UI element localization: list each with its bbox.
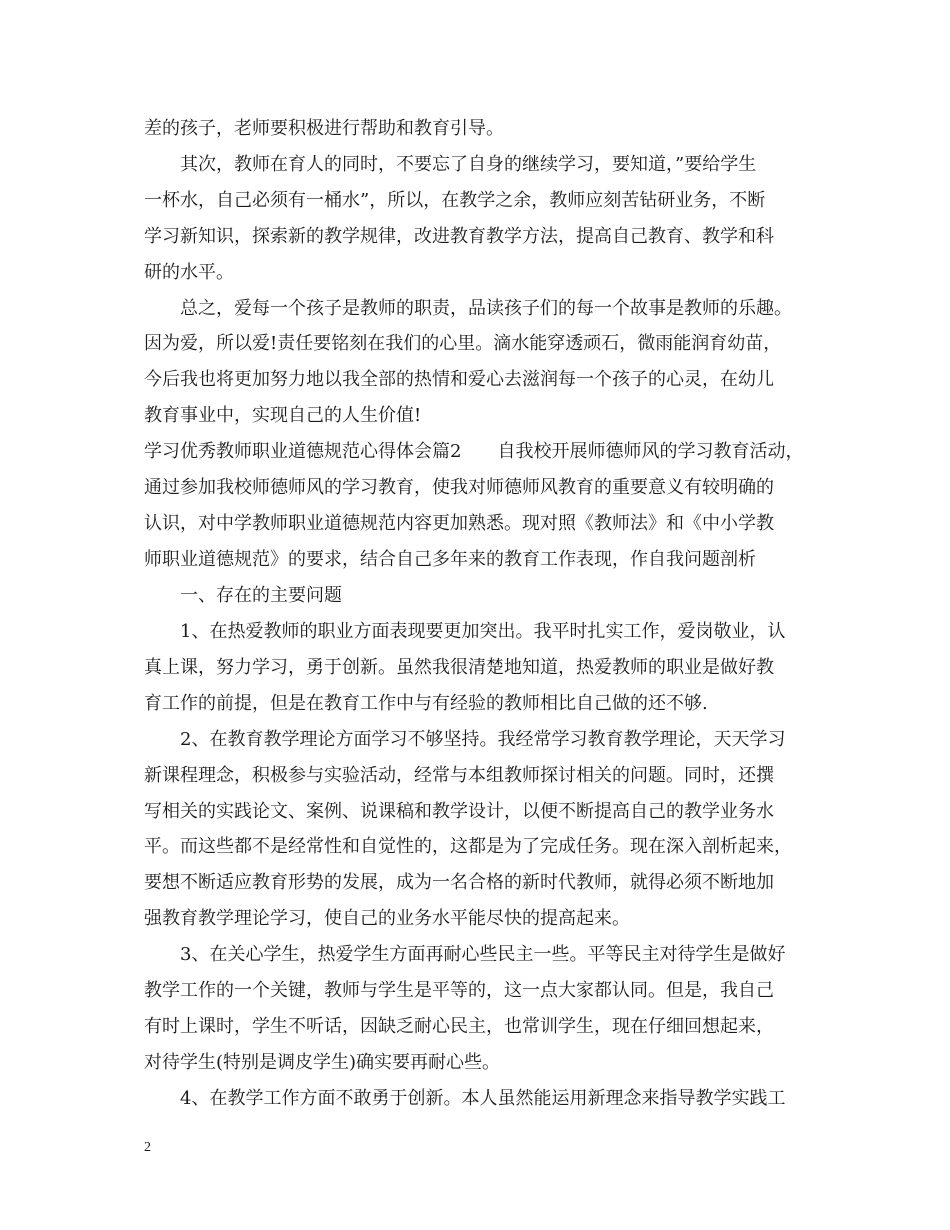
- text-line-16: 真上课，努力学习，勇于创新。虽然我很清楚地知道，热爱教师的职业是做好教: [144, 657, 774, 678]
- text-line-8: 今后我也将更加努力地以我全部的热情和爱心去滋润每一个孩子的心灵，在幼儿: [144, 369, 774, 390]
- text-line-22: 要想不断适应教育形势的发展，成为一名合格的新时代教师，就得必须不断地加: [144, 872, 774, 893]
- text-line-7: 因为爱，所以爱!责任要铭刻在我们的心里。滴水能穿透顽石，微雨能润育幼苗，: [144, 333, 782, 354]
- text-line-23: 强教育教学理论学习，使自己的业务水平能尽快的提高起来。: [144, 908, 630, 929]
- text-line-17: 育工作的前提，但是在教育工作中与有经验的教师相比自己做的还不够.: [144, 693, 708, 714]
- text-line-28: 4、在教学工作方面不敢勇于创新。本人虽然能运用新理念来指导教学实践工: [180, 1088, 786, 1109]
- text-line-6: 总之，爱每一个孩子是教师的职责，品读孩子们的每一个故事是教师的乐趣。: [180, 298, 792, 319]
- text-line-9: 教育事业中，实现自己的人生价值!: [144, 405, 422, 426]
- text-line-12: 认识，对中学教师职业道德规范内容更加熟悉。现对照《教师法》和《中小学教: [144, 513, 774, 534]
- text-line-27: 对待学生(特别是调皮学生)确实要再耐心些。: [144, 1052, 501, 1073]
- text-line-13: 师职业道德规范》的要求，结合自己多年来的教育工作表现，作自我问题剖析: [144, 549, 756, 570]
- text-line-2: 其次，教师在育人的同时，不要忘了自身的继续学习，要知道，”要给学生: [180, 154, 757, 175]
- text-line-20: 写相关的实践论文、案例、说课稿和教学设计，以便不断提高自己的教学业务水: [144, 801, 774, 822]
- text-line-1: 差的孩子，老师要积极进行帮助和教育引导。: [144, 118, 504, 139]
- text-line-21: 平。而这些都不是经常性和自觉性的，这都是为了完成任务。现在深入剖析起来，: [144, 836, 792, 857]
- text-line-19: 新课程理念，积极参与实验活动，经常与本组教师探讨相关的问题。同时，还撰: [144, 765, 774, 786]
- text-line-26: 有时上课时，学生不听话，因缺乏耐心民主，也常训学生，现在仔细回想起来，: [144, 1016, 774, 1037]
- text-line-18: 2、在教育教学理论方面学习不够坚持。我经常学习教育教学理论，天天学习: [180, 729, 786, 750]
- text-line-24: 3、在关心学生，热爱学生方面再耐心些民主一些。平等民主对待学生是做好: [180, 944, 786, 965]
- text-line-3: 一杯水，自己必须有一桶水”，所以，在教学之余，教师应刻苦钻研业务，不断: [144, 190, 766, 211]
- page-number: 2: [144, 1140, 151, 1155]
- text-line-15: 1、在热爱教师的职业方面表现要更加突出。我平时扎实工作，爱岗敬业，认: [180, 621, 786, 642]
- text-line-25: 教学工作的一个关键，教师与学生是平等的，这一点大家都认同。但是，我自己: [144, 980, 774, 1001]
- text-line-11: 通过参加我校师德师风的学习教育，使我对师德师风教育的重要意义有较明确的: [144, 477, 774, 498]
- text-line-5: 研的水平。: [144, 262, 234, 283]
- text-line-14: 一、存在的主要问题: [180, 585, 342, 606]
- text-line-10: 学习优秀教师职业道德规范心得体会篇2 自我校开展师德师风的学习教育活动，: [144, 441, 804, 462]
- text-line-4: 学习新知识，探索新的教学规律，改进教育教学方法，提高自己教育、教学和科: [144, 226, 774, 247]
